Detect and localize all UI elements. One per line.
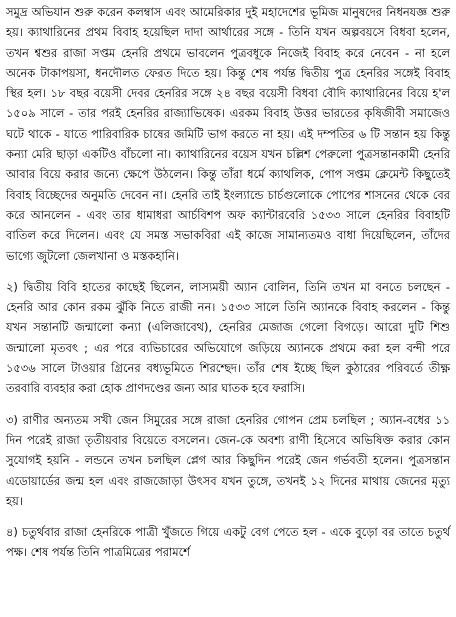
- paragraph-anne-boleyn: ২) দ্বিতীয় বিবি হাতের কাছেই ছিলেন, লাস্যময়ী অ্যান বোলিন, তিনি তখন মা বনতে চলছেন - হেনরি আর কোন রকম ঝুঁকি নিতে রাজী নন। ১৫৩৩ সালে তিনি অ্যানকে বিবাহ করলেন - কিন্তু যখন সন্তানটি জন্মালো কন্যা (এলিজাবেথ), হেনরির মেজাজ গেলো বিগড়ে। আরো দুটি শিশু জন্মালো মৃতবৎ ; এর পরে ব্যভিচারের অভিযোগে জড়িয়ে অ্যানকে প্রথমে করা হল বন্দী পরে ১৫৩৬ সালে টাওয়ার গ্রিনের বধ্যভূমিতে শিরশ্ছেদ। তাঁর শেষ ইচ্ছে ছিল কুঠারের পরিবর্তে তীক্ষ্ণ তরবারি ব্যবহার করা হোক প্রাণদণ্ডের জন্য আর ঘাতক হবে ফরাসি।: [6, 279, 450, 396]
- paragraph-catherine: সমুদ্র অভিযান শুরু করেন কলম্বাস এবং আমেরিকার দুই মহাদেশের ভূমিজ মানুষদের নিধনযজ্ঞ শুরু হয়। ক্যাথারিনের প্রথম বিবাহ হয়েছিল দাদা আর্থারের সঙ্গে - তিনি যখন অল্পবয়সে বিধবা হলেন, তখন শ্বশুর রাজা সপ্তম হেনরি প্রথমে ভাবলেন পুত্রবধূকে নিজেই বিবাহ করে নেবেন - না হলে অনেক টাকাপয়সা, ধনদৌলত ফেরত দিতে হয়। কিন্তু শেষ পর্যন্ত দ্বিতীয় পুত্র হেনরির সঙ্গেই বিবাহ স্থির হল। ১৮ বছর বয়েসী দেবর হেনরির সঙ্গে ২৪ বছর বয়েসী বিধবা বৌদি ক্যাথারিনের বিয়ে হ'ল ১৫০৯ সালে - তার পরই হেনরির রাজ্যাভিষেক। এরকম বিবাহ উত্তর ভারতের কৃষিজীবী সমাজেও ঘটে থাকে - যাতে পারিবারিক চাষের জমিটি ভাগ করতে না হয়। এই দম্পতির ৬ টি সন্তান হয় কিন্তু কন্যা মেরি ছাড়া একটিও বাঁচলো না। ক্যাথারিনের বয়েস যখন চল্লিশ পেরুলো পুত্রসন্তানকামী হেনরি আবার বিয়ে করার জন্যে ক্ষেপে উঠলেন। কিন্তু তাঁরা ধর্মে ক্যাথলিক, পোপ সপ্তম ক্লেমেন্ট কিছুতেই বিবাহ বিচ্ছেদের অনুমতি দেবেন না। হেনরি তাই ইংল্যান্ডে চার্চগুলোকে পোপের শাসনের থেকে বের করে আনলেন - এবং তার ধামাধরা আর্চবিশপ অফ ক্যান্টারবেরি ১৫৩৩ সালে হেনরির বিবাহটি বাতিল করে দিলেন। এবং যে সমস্ত সভাকবিরা এই কাজে সামান্যতমও বাধা দিয়েছিলেন, তাঁদের ভাগ্যে জুটলো জেলখানা ও মস্তকহানি।: [6, 5, 450, 263]
- paragraph-jane-seymour: ৩) রাণীর অন্যতম সখী জেন সিমুরের সঙ্গে রাজা হেনরির গোপন প্রেম চলছিল ; অ্যান-বধের ১১ দিন পরেই রাজা তৃতীয়বার বিয়েতে বসলেন। জেন-কে অবশ্য রাণী হিসেবে অভিষিক্ত করার কোন সুযোগই হয়নি - লন্ডনে তখন চলছিল প্লেগ আর কিছুদিন পরেই জেন গর্ভবতী হলেন। পুত্রসন্তান এডোয়ার্ডের জন্ম হল এবং রাজজোড়া উৎসব যখন তুঙ্গে, তখনই ১২ দিনের মাথায় জেনের মৃত্যু হয়।: [6, 412, 450, 508]
- paragraph-fourth-marriage: ৪) চতুর্থবার রাজা হেনরিকে পাত্রী খুঁজতে গিয়ে একটু বেগ পেতে হল - একে বুড়ো বর তাতে চতুর্থ পক্ষ। শেষ পর্যন্ত তিনি পাত্রমিত্রের পরামর্শে: [6, 525, 450, 560]
